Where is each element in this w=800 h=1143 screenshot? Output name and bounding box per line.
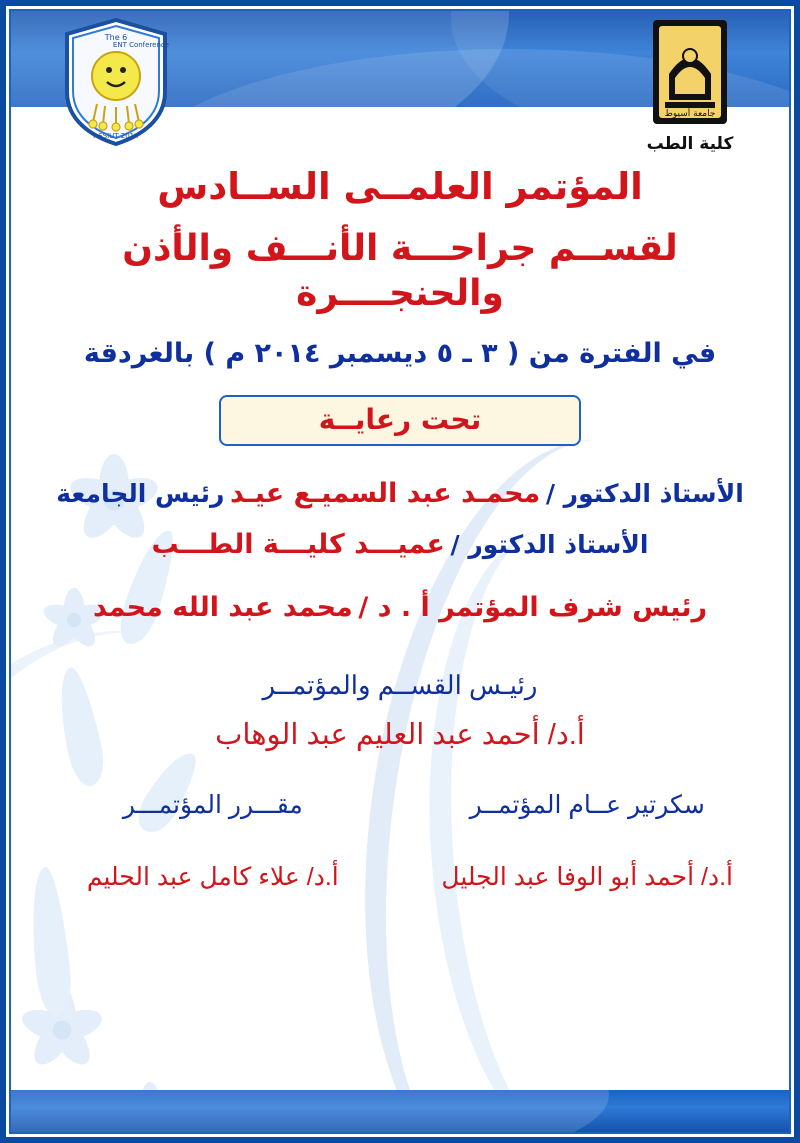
department-head-block [14,670,786,752]
faculty-dean-name: عميـــد كليـــة الطـــب [151,529,445,561]
honorary-president-name: محمد عبد الله محمد [92,592,353,624]
faculty-dean-row [14,527,786,562]
conference-title-line-1: المؤتمر العلمــى الســادس [157,165,643,208]
secretary-general-name: أ.د/ أحمد أبو الوفا عبد الجليل [441,862,733,891]
secretary-general-column [414,790,760,892]
poster-content [14,160,786,1085]
honorary-president-row [14,590,786,625]
faculty-dean-label: الأستاذ الدكتور / [450,530,649,560]
footer-band [9,1090,791,1134]
conference-title-line-2: لقســم جراحـــة الأنـــف والأذن والحنجــــرة [122,228,678,315]
svg-text:The 6: The 6 [104,33,128,42]
patronage-label: تحت رعايــة [219,395,581,446]
officers-row [14,790,786,892]
faculty-of-medicine-caption: كلية الطب [646,134,734,154]
department-head-name: أ.د/ أحمد عبد العليم عبد الوهاب [215,718,585,751]
assiut-university-logo [635,16,745,152]
university-head-name: محمـد عبد السميـع عيـد [229,478,541,510]
ent-conference-logo [63,18,169,146]
university-head-label: الأستاذ الدكتور / [545,479,744,509]
department-head-label: رئيـس القســم والمؤتمــر [262,669,538,700]
conference-date-line: في الفترة من ( ٣ ـ ٥ ديسمبر ٢٠١٤ م ) بالغردقة [83,338,717,370]
conference-rapporteur-label: مقـــرر المؤتمـــر [122,790,303,819]
secretary-general-label: سكرتير عــام المؤتمــر [469,790,705,819]
university-head-role: رئيس الجامعة [56,479,225,509]
honorary-president-label: رئيس شرف المؤتمر أ . د / [358,592,708,624]
conference-rapporteur-name: أ.د/ علاء كامل عبد الحليم [86,862,339,891]
svg-text:ENT Conference: ENT Conference [112,41,169,49]
svg-text:جامعة أسيوط: جامعة أسيوط [664,109,716,119]
svg-text:ASSIUT 2014: ASSIUT 2014 [93,132,139,140]
university-head-row [14,476,786,511]
conference-rapporteur-column [40,790,386,892]
patronage-banner [14,395,786,446]
